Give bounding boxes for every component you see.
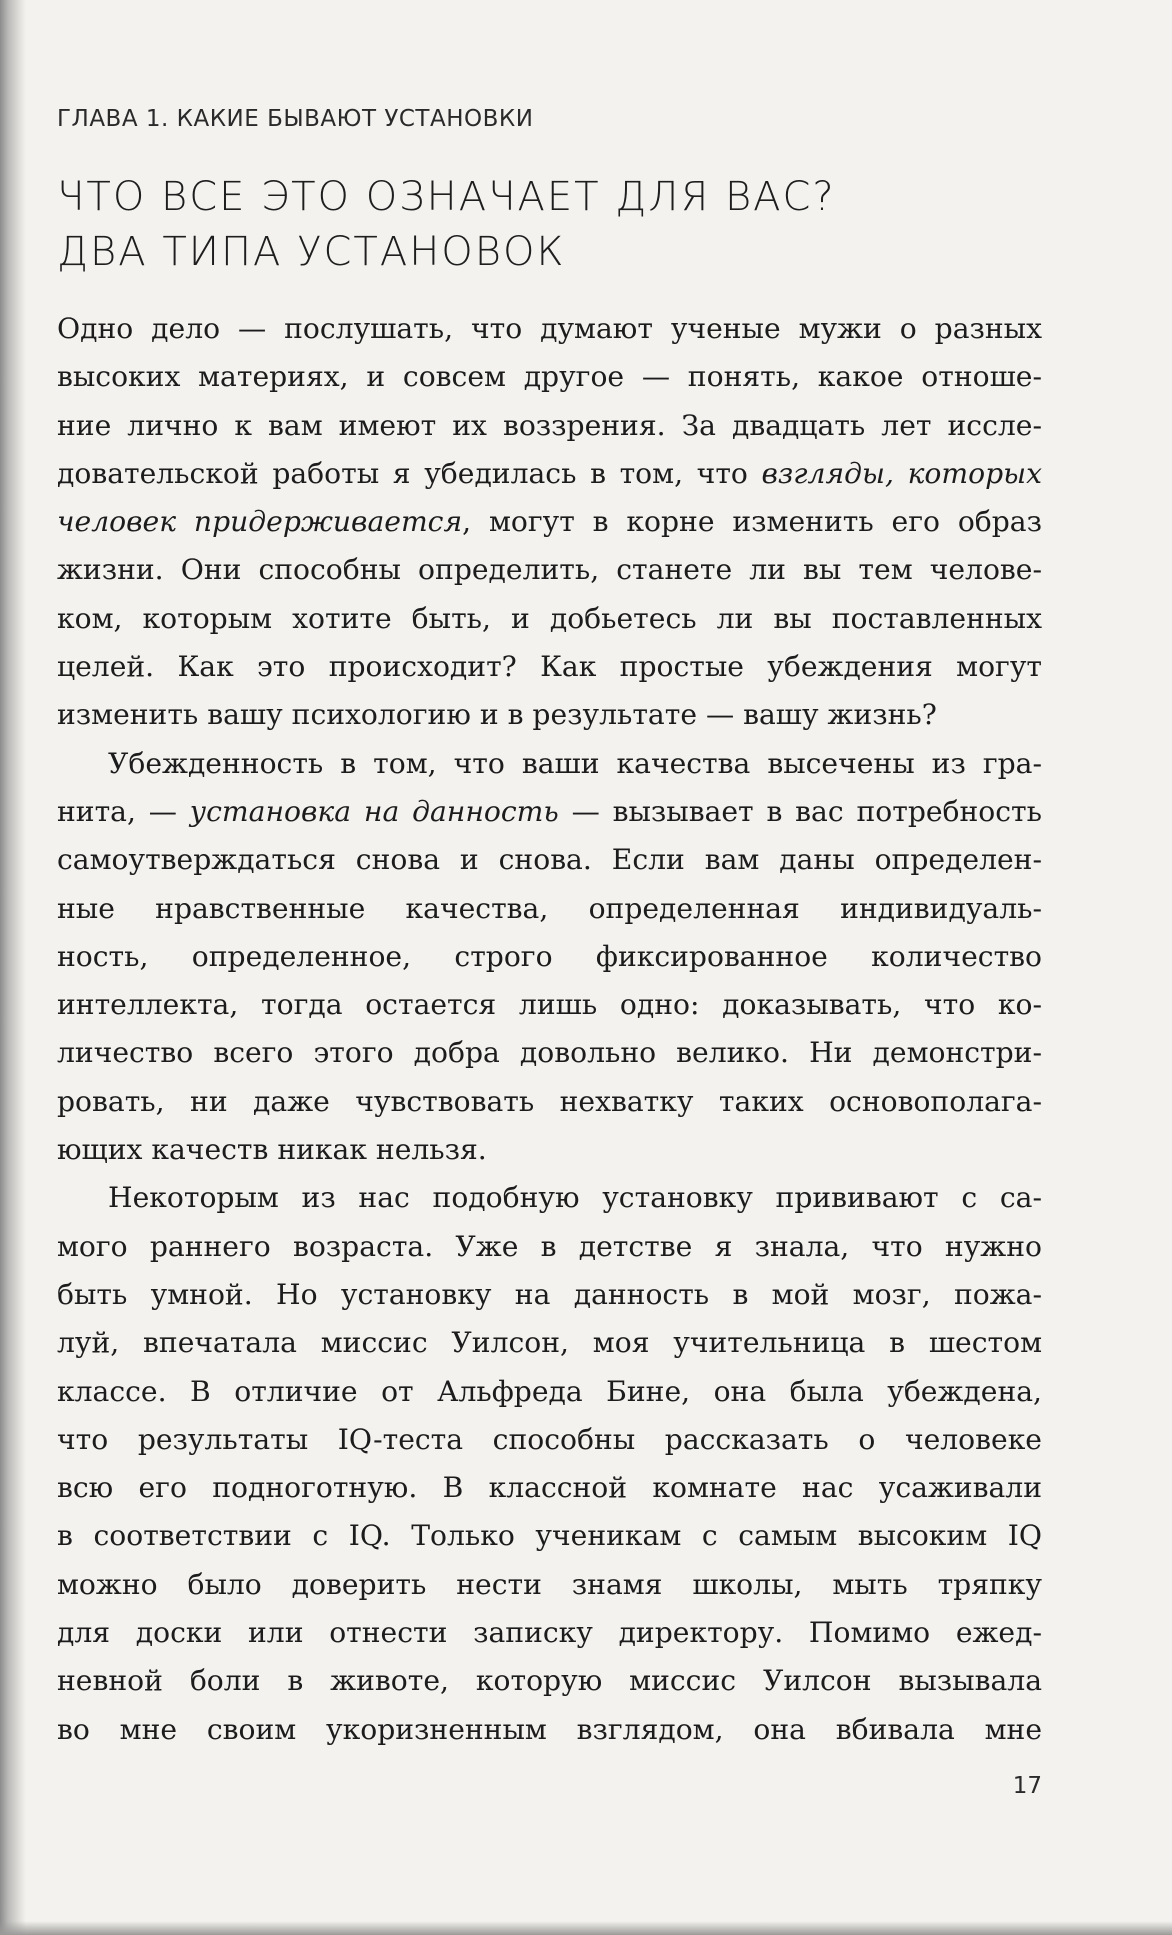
text-run: , могут в корне изменить его образ [462, 505, 1042, 539]
text-line: высоких материях, и совсем другое — понять, какое отноше- [57, 360, 1042, 394]
text-line: самоутверждаться снова и снова. Если вам даны определен- [57, 843, 1042, 877]
text-line: быть умной. Но установку на данность в мой мозг, пожа- [57, 1277, 1042, 1311]
text-line: классе. В отличие от Альфреда Бине, она была убеждена, [57, 1374, 1042, 1408]
text-line: ные нравственные качества, определенная индивидуаль- [57, 891, 1042, 925]
text-line: ком, которым хотите быть, и добьетесь ли вы поставленных [57, 601, 1042, 635]
section-title-line-1: ЧТО ВСЕ ЭТО ОЗНАЧАЕТ ДЛЯ ВАС? [57, 174, 836, 220]
text-line: Одно дело — послушать, что думают ученые мужи о разных [57, 312, 1042, 345]
text-line: жизни. Они способны определить, станете ли вы тем челове- [57, 553, 1042, 587]
text-run: довательской работы я убедилась в том, что [57, 456, 762, 490]
text-line: во мне своим укоризненным взглядом, она вбивала мне [57, 1712, 1042, 1746]
text-line: всю его подноготную. В классной комнате нас усаживали [57, 1471, 1042, 1505]
page-bottom-shadow [0, 1921, 1172, 1935]
text-line [57, 498, 1042, 546]
section-title [57, 170, 836, 280]
italic-run: человек придерживается [57, 505, 463, 539]
text-line: луй, впечатала миссис Уилсон, моя учительница в шестом [57, 1326, 1042, 1360]
text-line: ние лично к вам имеют их воззрения. За двадцать лет иссле- [57, 408, 1042, 442]
text-run: — вызывает в вас потребность [558, 794, 1043, 828]
body-text [57, 305, 1042, 1754]
text-line: ющих качеств никак нельзя. [57, 1133, 487, 1167]
text-line [57, 450, 1042, 498]
text-run: нита, — [57, 794, 190, 828]
text-line: ность, определенное, строго фиксированное количество [57, 939, 1042, 973]
text-line: Убежденность в том, что ваши качества высечены из гра- [108, 746, 1042, 780]
italic-run: установка на данность [189, 794, 559, 828]
text-line: в соответствии с IQ. Только ученикам с самым высоким IQ [57, 1519, 1042, 1553]
page-number: 17 [1012, 1773, 1042, 1799]
text-line: интеллекта, тогда остается лишь одно: доказывать, что ко- [57, 988, 1042, 1022]
text-line: Некоторым из нас подобную установку прививают с са- [108, 1181, 1042, 1215]
text-line: невной боли в животе, которую миссис Уилсон вызывала [57, 1664, 1042, 1698]
italic-run: взгляды, которых [761, 456, 1042, 490]
text-line: ровать, ни даже чувствовать нехватку таких основополага- [57, 1084, 1042, 1118]
text-line: для доски или отнести записку директору. Помимо ежед- [57, 1616, 1042, 1650]
text-line: можно было доверить нести знамя школы, мыть тряпку [57, 1567, 1042, 1601]
running-head: ГЛАВА 1. КАКИЕ БЫВАЮТ УСТАНОВКИ [57, 106, 534, 132]
text-line: мого раннего возраста. Уже в детстве я знала, что нужно [57, 1229, 1042, 1263]
text-line [57, 788, 1042, 836]
section-title-line-2: ДВА ТИПА УСТАНОВОК [57, 229, 566, 275]
page-gutter-shadow [0, 0, 26, 1935]
text-line: что результаты IQ-теста способны рассказать о человеке [57, 1422, 1042, 1456]
text-line: изменить вашу психологию и в результате — вашу жизнь? [57, 698, 937, 732]
text-line: личество всего этого добра довольно велико. Ни демонстри- [57, 1036, 1042, 1070]
text-line: целей. Как это происходит? Как простые убеждения могут [57, 650, 1042, 684]
